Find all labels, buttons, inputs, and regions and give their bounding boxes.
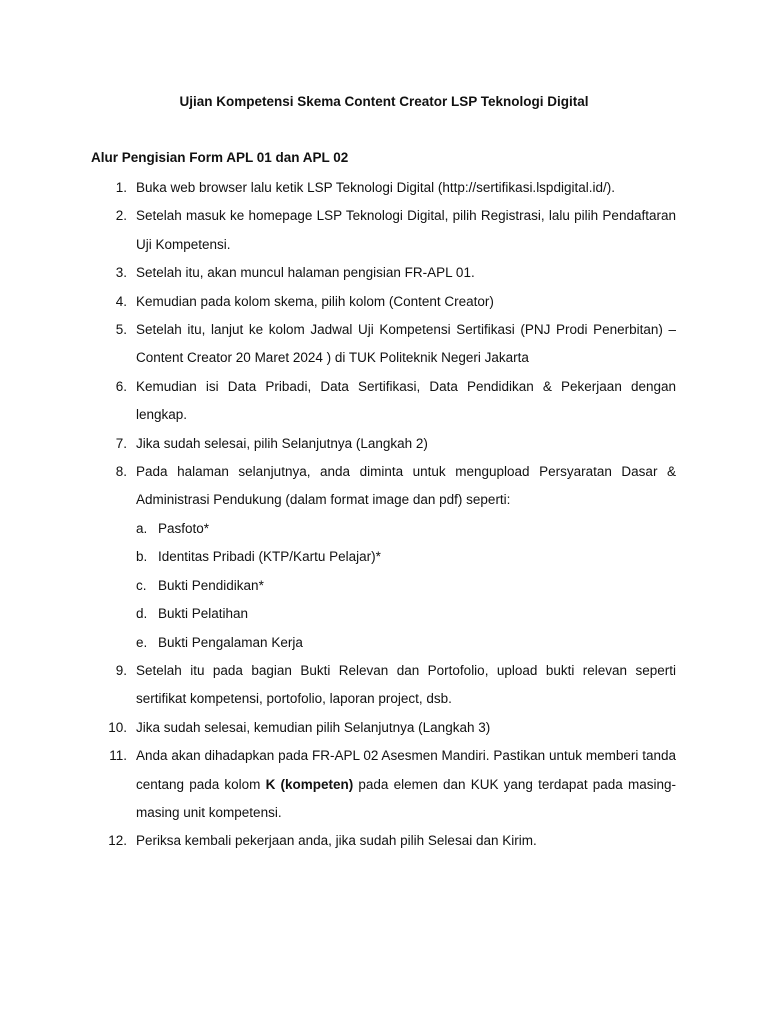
list-number: 9. [115,662,127,678]
list-text-part: Anda akan dihadapkan pada FR-APL 02 Asesmen Mandiri. Pastikan untuk memberi tanda centang pada kolom [136,748,676,792]
list-number: 6. [115,378,127,394]
emphasis-text: K (kompeten) [265,776,354,792]
list-number: 10. [108,719,127,735]
sub-list-letter: c. [136,577,147,593]
steps-list [0,174,768,856]
list-text: Setelah itu pada bagian Bukti Relevan dan Portofolio, upload bukti relevan seperti sertifikat kompetensi, portofolio, laporan project, dsb. [136,662,676,707]
list-text-part: pada elemen dan KUK yang terdapat pada masing-masing unit kompetensi. [136,776,676,820]
list-text: Setelah masuk ke homepage LSP Teknologi Digital, pilih Registrasi, lalu pilih Pendaftaran Uji Kompetensi. [136,208,676,252]
list-number: 5. [115,322,127,338]
sub-list-letter: a. [136,520,148,536]
list-item [0,657,768,714]
list-number: 7. [115,435,127,451]
list-item [0,316,768,373]
list-number: 4. [115,293,127,309]
sub-list-text: Bukti Pengalaman Kerja [158,634,303,650]
sub-list-letter: d. [136,606,148,622]
list-text: Periksa kembali pekerjaan anda, jika sudah pilih Selesai dan Kirim. [136,833,537,849]
list-number: 3. [115,265,127,281]
list-text: Setelah itu, lanjut ke kolom Jadwal Uji Kompetensi Sertifikasi (PNJ Prodi Penerbitan) – Content Creator 20 Maret 2024 ) di TUK Politeknik Negeri Jakarta [136,322,676,366]
sub-list-text: Identitas Pribadi (KTP/Kartu Pelajar)* [158,549,381,565]
list-item [0,259,768,287]
list-text: Pada halaman selanjutnya, anda diminta untuk mengupload Persyaratan Dasar & Administrasi Pendukung (dalam format image dan pdf) seperti: [136,464,676,508]
sub-list-letter: b. [136,549,148,565]
sub-list-item [0,515,768,543]
sub-list-text: Bukti Pelatihan [158,606,249,622]
list-text: Setelah itu, akan muncul halaman pengisian FR-APL 01. [136,265,475,281]
list-text: Kemudian pada kolom skema, pilih kolom (Content Creator) [136,293,494,309]
sub-list-item [0,572,768,600]
section-heading: Alur Pengisian Form APL 01 dan APL 02 [91,150,349,165]
list-text: Buka web browser lalu ketik LSP Teknologi Digital (http://sertifikasi.lspdigital.id/). [136,180,615,195]
list-number: 8. [115,464,127,480]
sub-list-item [0,543,768,571]
list-number: 2. [115,208,127,224]
list-text [136,742,676,827]
list-number: 12. [108,833,127,849]
list-item [0,202,768,259]
sub-list-text: Bukti Pendidikan* [158,577,264,593]
list-number: 1. [115,180,127,195]
list-item [0,430,768,458]
list-item [0,288,768,316]
document-title: Ujian Kompetensi Skema Content Creator LSP Teknologi Digital [179,94,589,109]
sub-list-item [0,600,768,628]
list-item [0,827,768,855]
sub-list-item [0,629,768,657]
sub-list-text: Pasfoto* [158,520,210,536]
list-item [0,714,768,742]
list-item [0,174,768,202]
list-text: Kemudian isi Data Pribadi, Data Sertifikasi, Data Pendidikan & Pekerjaan dengan lengkap. [136,378,676,423]
list-item [0,742,768,827]
sub-list-letter: e. [136,634,148,650]
list-text: Jika sudah selesai, pilih Selanjutnya (Langkah 2) [136,435,428,451]
list-item [0,373,768,430]
list-text: Jika sudah selesai, kemudian pilih Selanjutnya (Langkah 3) [136,719,491,735]
list-number: 11. [109,748,127,764]
list-item [0,458,768,515]
